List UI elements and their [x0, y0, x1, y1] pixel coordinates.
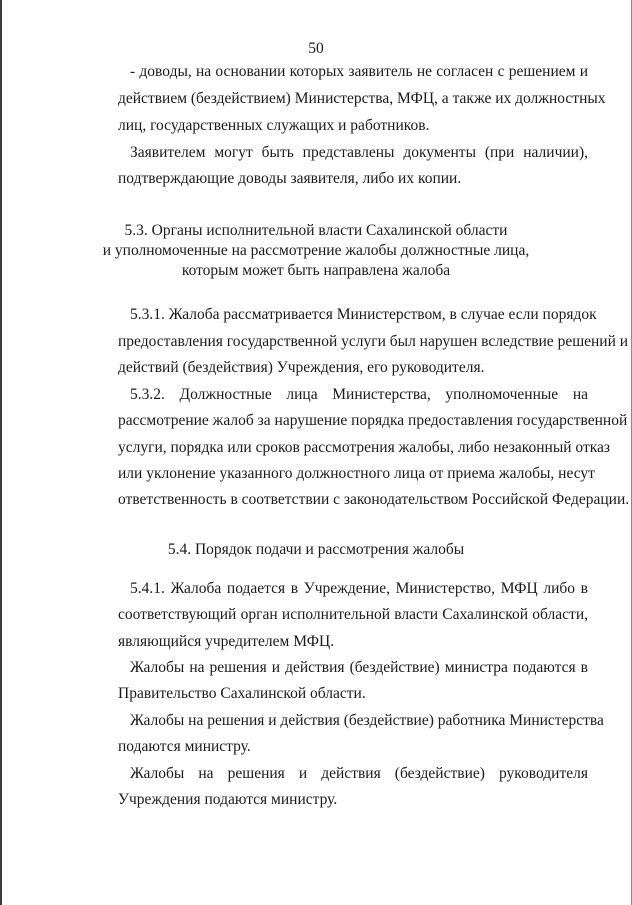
- paragraph-line: Правительство Сахалинской области.: [118, 685, 366, 702]
- paragraph-line: действием (бездействием) Министерства, МФЦ, а также их должностных: [118, 90, 606, 107]
- paragraph-line: Жалобы на решения и действия (бездействие) руководителя: [130, 765, 588, 782]
- paragraph-line: - доводы, на основании которых заявитель не согласен с решением и: [130, 63, 588, 80]
- paragraph-line: лиц, государственных служащих и работников.: [118, 117, 430, 134]
- page-number: 50: [308, 40, 324, 57]
- paragraph-line: подтверждающие доводы заявителя, либо их копии.: [118, 170, 462, 187]
- scan-left-edge: [0, 0, 2, 905]
- paragraph-line: Жалобы на решения и действия (бездействие) министра подаются в: [130, 659, 588, 676]
- section-heading: 5.4. Порядок подачи и рассмотрения жалобы: [167, 541, 465, 558]
- paragraph-line: рассмотрение жалоб за нарушение порядка предоставления государственной: [118, 412, 628, 429]
- paragraph-line: 5.3.1. Жалоба рассматривается Министерством, в случае если порядок: [130, 306, 597, 323]
- paragraph-line: 5.3.2. Должностные лица Министерства, уполномоченные на: [130, 386, 588, 403]
- section-heading: которым может быть направлена жалоба: [181, 262, 451, 279]
- paragraph-line: 5.4.1. Жалоба подается в Учреждение, Министерство, МФЦ либо в: [130, 580, 588, 597]
- paragraph-line: действий (бездействия) Учреждения, его руководителя.: [118, 359, 485, 376]
- paragraph-line: подаются министру.: [118, 738, 251, 755]
- section-heading: 5.3. Органы исполнительной власти Сахалинской области: [124, 222, 508, 239]
- paragraph-line: соответствующий орган исполнительной власти Сахалинской области,: [118, 606, 588, 623]
- section-heading: и уполномоченные на рассмотрение жалобы должностные лица,: [102, 242, 530, 259]
- paragraph-line: Жалобы на решения и действия (бездействие) работника Министерства: [130, 712, 604, 729]
- paragraph-line: Заявителем могут быть представлены документы (при наличии),: [130, 144, 588, 161]
- paragraph-line: ответственность в соответствии с законодательством Российской Федерации.: [118, 491, 630, 508]
- paragraph-line: услуги, порядка или сроков рассмотрения жалобы, либо незаконный отказ: [118, 439, 611, 456]
- paragraph-line: предоставления государственной услуги был нарушен вследствие решений и: [118, 333, 629, 350]
- paragraph-line: или уклонение указанного должностного лица от приема жалобы, несут: [118, 465, 595, 482]
- paragraph-line: Учреждения подаются министру.: [118, 791, 338, 808]
- paragraph-line: являющийся учредителем МФЦ.: [118, 633, 335, 650]
